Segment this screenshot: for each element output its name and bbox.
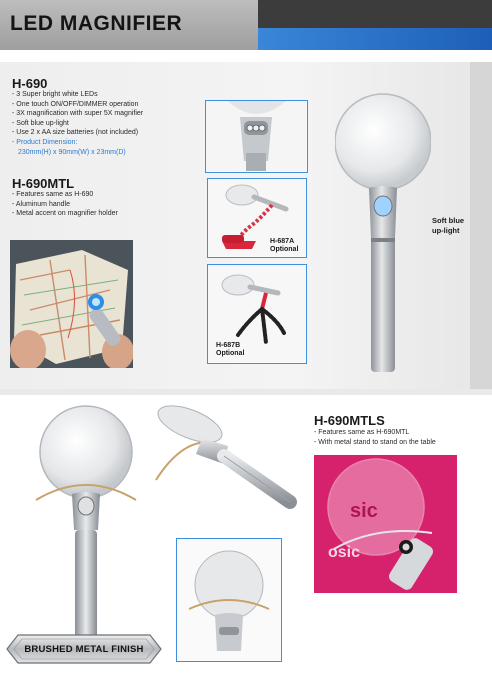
h690mtls-model: H-690MTLS [314,413,385,428]
blue-uplight-callout [432,216,464,235]
h690-dimension-label: - Product Dimension: [12,139,78,146]
header-blue-bar [258,28,492,50]
callout-line-1: Soft blue [432,216,465,225]
angled-magnifier-image [150,402,300,514]
h687a-code: H-687A [270,238,295,245]
h690-feature: - Use 2 x AA size batteries (not included) [12,128,143,138]
h690mtl-features [12,190,118,219]
h690mtl-feature: - Features same as H-690 [12,190,118,200]
pink-photo-word-1: sic [350,500,378,522]
h690mtls-feature: - Features same as H-690MTL [314,428,436,438]
h690mtls-features [314,428,436,447]
led-closeup-illustration [206,101,306,171]
h690mtl-feature: - Metal accent on magnifier holder [12,209,118,219]
h687b-label [216,342,244,358]
h690-feature: - Soft blue up-light [12,119,143,129]
stand-closeup-frame [176,538,282,662]
h687a-note: Optional [270,246,299,253]
led-closeup-frame [205,100,308,173]
brushed-metal-finish-label: BRUSHED METAL FINISH [24,644,144,655]
pink-photo-word-2: osic [328,544,361,561]
h690-features [12,90,143,138]
pink-photo-illustration [314,455,457,593]
page-title: LED MAGNIFIER [10,12,183,35]
map-reading-photo [10,240,133,368]
h690-model: H-690 [12,76,48,91]
h690mtls-feature: - With metal stand to stand on the table [314,438,436,448]
h687a-label [270,238,298,254]
h690-magnifier-image [335,88,431,378]
h690-dimension-value: 230mm(H) x 90mm(W) x 23mm(D) [18,149,126,156]
stand-closeup-illustration [177,539,280,660]
right-edge-strip [470,62,492,389]
h687b-code: H-687B [216,342,241,349]
h690-feature: - 3 Super bright white LEDs [12,90,143,100]
header-dark-bar [258,0,492,28]
h687b-note: Optional [216,350,245,357]
h690mtl-feature: - Aluminum handle [12,200,118,210]
pink-demo-photo [314,455,457,593]
h690mtls-magnifier-image [26,400,146,640]
map-photo-illustration [10,240,133,368]
callout-line-2: up-light [432,225,460,235]
h690-feature: - One touch ON/OFF/DIMMER operation [12,100,143,110]
h690-feature: - 3X magnification with super 5X magnifier [12,109,143,119]
h690mtl-model: H-690MTL [12,176,75,191]
